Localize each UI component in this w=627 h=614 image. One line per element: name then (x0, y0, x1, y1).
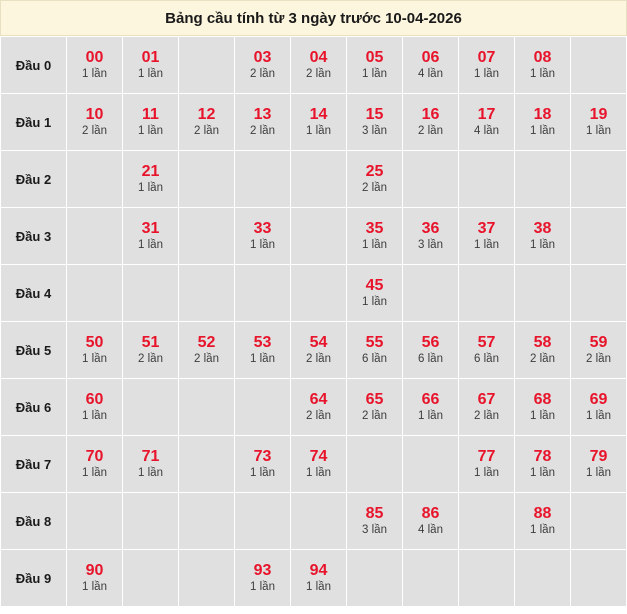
number-cell-empty (459, 493, 515, 550)
number-count: 1 lần (530, 239, 555, 251)
number-count: 2 lần (474, 410, 499, 422)
number-count: 4 lần (474, 125, 499, 137)
number-count: 2 lần (306, 68, 331, 80)
number-count: 1 lần (250, 353, 275, 365)
number-cell-empty (235, 379, 291, 436)
number-cell[interactable] (179, 322, 235, 379)
row-header-label: Đầu 1 (15, 114, 52, 130)
table-row (1, 493, 627, 550)
number-cell-empty (403, 265, 459, 322)
number-cell[interactable] (123, 151, 179, 208)
number-cell[interactable] (403, 94, 459, 151)
number-value: 38 (533, 220, 552, 237)
number-count: 1 lần (362, 239, 387, 251)
number-cell-empty (179, 436, 235, 493)
number-count: 2 lần (82, 125, 107, 137)
number-cell[interactable] (347, 94, 403, 151)
number-cell-empty (179, 493, 235, 550)
number-value: 51 (141, 334, 160, 351)
title-bar (0, 0, 627, 36)
number-count: 2 lần (362, 410, 387, 422)
number-count: 1 lần (362, 68, 387, 80)
number-cell[interactable] (459, 322, 515, 379)
number-cell-empty (123, 265, 179, 322)
number-cell[interactable] (291, 94, 347, 151)
number-value: 79 (589, 448, 608, 465)
number-count: 1 lần (250, 581, 275, 593)
number-value: 15 (365, 106, 384, 123)
number-count: 2 lần (250, 68, 275, 80)
number-cell[interactable] (515, 37, 571, 94)
number-value: 69 (589, 391, 608, 408)
number-value: 13 (253, 106, 272, 123)
row-header-2 (1, 151, 67, 208)
number-value: 86 (421, 505, 440, 522)
number-cell-empty (179, 208, 235, 265)
number-count: 1 lần (82, 68, 107, 80)
number-value: 25 (365, 163, 384, 180)
number-value: 71 (141, 448, 160, 465)
number-count: 1 lần (474, 467, 499, 479)
number-count: 2 lần (306, 410, 331, 422)
number-cell[interactable] (459, 436, 515, 493)
number-value: 74 (309, 448, 328, 465)
number-cell-empty (235, 151, 291, 208)
number-value: 18 (533, 106, 552, 123)
number-count: 1 lần (306, 467, 331, 479)
number-value: 12 (197, 106, 216, 123)
number-count: 2 lần (362, 182, 387, 194)
number-value: 03 (253, 49, 272, 66)
row-header-5 (1, 322, 67, 379)
number-value: 45 (365, 277, 384, 294)
number-value: 56 (421, 334, 440, 351)
number-value: 55 (365, 334, 384, 351)
number-count: 1 lần (418, 410, 443, 422)
number-count: 2 lần (306, 353, 331, 365)
row-header-label: Đầu 6 (15, 399, 52, 415)
number-value: 11 (142, 106, 159, 123)
number-cell-empty (571, 265, 627, 322)
number-count: 1 lần (82, 353, 107, 365)
row-header-8 (1, 493, 67, 550)
number-cell-empty (179, 37, 235, 94)
number-count: 1 lần (530, 125, 555, 137)
row-header-label: Đầu 5 (15, 342, 52, 358)
table-row (1, 265, 627, 322)
number-count: 1 lần (586, 467, 611, 479)
row-header-label: Đầu 9 (15, 570, 52, 586)
number-value: 54 (309, 334, 328, 351)
row-header-label: Đầu 4 (15, 285, 52, 301)
number-value: 58 (533, 334, 552, 351)
number-cell[interactable] (571, 322, 627, 379)
number-cell[interactable] (459, 208, 515, 265)
number-cell[interactable] (347, 379, 403, 436)
table-body (1, 37, 627, 607)
number-cell[interactable] (291, 550, 347, 607)
table-row (1, 208, 627, 265)
number-value: 94 (309, 562, 328, 579)
number-value: 19 (589, 106, 608, 123)
number-cell-empty (459, 151, 515, 208)
number-value: 17 (477, 106, 496, 123)
number-cell[interactable] (459, 37, 515, 94)
number-value: 21 (141, 163, 160, 180)
number-cell[interactable] (123, 208, 179, 265)
number-value: 53 (253, 334, 272, 351)
number-value: 67 (477, 391, 496, 408)
number-cell[interactable] (347, 493, 403, 550)
number-cell[interactable] (291, 322, 347, 379)
number-count: 1 lần (530, 524, 555, 536)
row-header-7 (1, 436, 67, 493)
number-value: 50 (85, 334, 104, 351)
number-cell-empty (459, 550, 515, 607)
number-value: 04 (309, 49, 328, 66)
number-count: 3 lần (418, 239, 443, 251)
number-value: 88 (533, 505, 552, 522)
number-cell-empty (515, 265, 571, 322)
number-count: 1 lần (530, 68, 555, 80)
number-count: 3 lần (362, 125, 387, 137)
number-cell[interactable] (123, 94, 179, 151)
number-cell-empty (571, 151, 627, 208)
number-cell[interactable] (403, 37, 459, 94)
number-cell[interactable] (67, 550, 123, 607)
number-value: 70 (85, 448, 104, 465)
number-cell[interactable] (123, 322, 179, 379)
number-cell[interactable] (515, 379, 571, 436)
number-cell-empty (67, 493, 123, 550)
number-value: 73 (253, 448, 272, 465)
number-count: 6 lần (362, 353, 387, 365)
row-header-3 (1, 208, 67, 265)
number-value: 06 (421, 49, 440, 66)
number-count: 2 lần (194, 125, 219, 137)
number-value: 00 (85, 49, 104, 66)
number-count: 1 lần (138, 68, 163, 80)
number-cell-empty (291, 265, 347, 322)
table-row (1, 37, 627, 94)
number-cell[interactable] (403, 493, 459, 550)
number-count: 2 lần (418, 125, 443, 137)
number-count: 1 lần (138, 182, 163, 194)
row-header-0 (1, 37, 67, 94)
number-cell[interactable] (123, 37, 179, 94)
row-header-4 (1, 265, 67, 322)
number-cell[interactable] (515, 208, 571, 265)
number-count: 1 lần (250, 239, 275, 251)
number-cell-empty (235, 265, 291, 322)
number-count: 2 lần (250, 125, 275, 137)
number-value: 65 (365, 391, 384, 408)
number-cell[interactable] (347, 208, 403, 265)
number-count: 1 lần (474, 239, 499, 251)
number-cell[interactable] (291, 37, 347, 94)
number-value: 36 (421, 220, 440, 237)
number-cell-empty (403, 550, 459, 607)
number-cell[interactable] (347, 37, 403, 94)
number-cell[interactable] (123, 436, 179, 493)
number-cell-empty (347, 436, 403, 493)
number-cell[interactable] (347, 265, 403, 322)
number-cell[interactable] (291, 379, 347, 436)
number-cell[interactable] (403, 208, 459, 265)
number-count: 2 lần (530, 353, 555, 365)
number-cell[interactable] (235, 436, 291, 493)
number-value: 66 (421, 391, 440, 408)
row-header-label: Đầu 0 (15, 57, 52, 73)
number-value: 01 (141, 49, 160, 66)
number-count: 1 lần (82, 467, 107, 479)
number-cell-empty (291, 208, 347, 265)
row-header-label: Đầu 7 (15, 456, 52, 472)
number-cell-empty (235, 493, 291, 550)
number-cell-empty (515, 550, 571, 607)
number-count: 4 lần (418, 524, 443, 536)
number-count: 6 lần (418, 353, 443, 365)
number-cell[interactable] (515, 94, 571, 151)
number-value: 08 (533, 49, 552, 66)
frequency-table (0, 36, 627, 607)
number-value: 78 (533, 448, 552, 465)
number-value: 31 (141, 220, 160, 237)
number-cell-empty (179, 379, 235, 436)
number-count: 1 lần (138, 467, 163, 479)
table-row (1, 550, 627, 607)
number-cell-empty (67, 208, 123, 265)
number-cell[interactable] (67, 436, 123, 493)
number-count: 1 lần (138, 125, 163, 137)
number-cell[interactable] (291, 436, 347, 493)
number-cell-empty (403, 436, 459, 493)
number-cell[interactable] (571, 379, 627, 436)
number-value: 57 (477, 334, 496, 351)
number-count: 2 lần (586, 353, 611, 365)
number-count: 1 lần (362, 296, 387, 308)
number-value: 07 (477, 49, 496, 66)
number-value: 60 (85, 391, 104, 408)
number-cell-empty (179, 550, 235, 607)
number-count: 3 lần (362, 524, 387, 536)
number-cell[interactable] (235, 94, 291, 151)
row-header-label: Đầu 8 (15, 513, 52, 529)
number-cell[interactable] (67, 322, 123, 379)
number-value: 93 (253, 562, 272, 579)
number-cell[interactable] (347, 322, 403, 379)
number-cell-empty (123, 493, 179, 550)
number-cell[interactable] (67, 379, 123, 436)
number-cell[interactable] (571, 94, 627, 151)
number-cell[interactable] (179, 94, 235, 151)
number-cell[interactable] (459, 94, 515, 151)
number-cell-empty (571, 550, 627, 607)
table-row (1, 379, 627, 436)
number-cell-empty (515, 151, 571, 208)
number-cell[interactable] (515, 436, 571, 493)
number-count: 1 lần (82, 410, 107, 422)
table-row (1, 94, 627, 151)
number-count: 1 lần (530, 410, 555, 422)
number-cell[interactable] (235, 208, 291, 265)
number-cell[interactable] (571, 436, 627, 493)
number-value: 37 (477, 220, 496, 237)
number-value: 77 (477, 448, 496, 465)
number-value: 10 (85, 106, 104, 123)
number-cell-empty (571, 208, 627, 265)
number-count: 1 lần (306, 581, 331, 593)
number-count: 1 lần (82, 581, 107, 593)
row-header-9 (1, 550, 67, 607)
row-header-1 (1, 94, 67, 151)
number-count: 1 lần (586, 125, 611, 137)
row-header-label: Đầu 2 (15, 171, 52, 187)
number-cell[interactable] (235, 322, 291, 379)
number-cell-empty (571, 493, 627, 550)
number-cell-empty (179, 265, 235, 322)
number-count: 1 lần (474, 68, 499, 80)
page-title: Bảng cầu tính từ 3 ngày trước 10-04-2026 (165, 9, 462, 27)
number-count: 2 lần (138, 353, 163, 365)
number-count: 1 lần (530, 467, 555, 479)
number-cell-empty (291, 151, 347, 208)
number-cell[interactable] (515, 322, 571, 379)
number-cell-empty (403, 151, 459, 208)
number-cell-empty (571, 37, 627, 94)
number-cell-empty (459, 265, 515, 322)
number-cell-empty (67, 265, 123, 322)
number-cell-empty (123, 550, 179, 607)
number-value: 33 (253, 220, 272, 237)
row-header-label: Đầu 3 (15, 228, 52, 244)
number-cell-empty (291, 493, 347, 550)
number-count: 1 lần (250, 467, 275, 479)
table-row (1, 322, 627, 379)
number-value: 59 (589, 334, 608, 351)
number-cell[interactable] (347, 151, 403, 208)
number-cell[interactable] (515, 493, 571, 550)
number-count: 6 lần (474, 353, 499, 365)
number-count: 1 lần (138, 239, 163, 251)
number-count: 2 lần (194, 353, 219, 365)
number-value: 90 (85, 562, 104, 579)
number-value: 35 (365, 220, 384, 237)
table-row (1, 151, 627, 208)
number-cell-empty (179, 151, 235, 208)
number-cell[interactable] (235, 37, 291, 94)
number-value: 14 (309, 106, 328, 123)
number-value: 68 (533, 391, 552, 408)
number-cell[interactable] (235, 550, 291, 607)
number-value: 05 (365, 49, 384, 66)
number-cell-empty (67, 151, 123, 208)
number-count: 1 lần (586, 410, 611, 422)
number-cell[interactable] (403, 322, 459, 379)
row-header-6 (1, 379, 67, 436)
number-cell[interactable] (459, 379, 515, 436)
number-count: 1 lần (306, 125, 331, 137)
number-cell[interactable] (67, 94, 123, 151)
number-value: 16 (421, 106, 440, 123)
number-cell[interactable] (403, 379, 459, 436)
number-value: 64 (309, 391, 328, 408)
number-cell[interactable] (67, 37, 123, 94)
number-value: 85 (365, 505, 384, 522)
number-cell-empty (347, 550, 403, 607)
table-row (1, 436, 627, 493)
number-value: 52 (197, 334, 216, 351)
number-count: 4 lần (418, 68, 443, 80)
number-cell-empty (123, 379, 179, 436)
